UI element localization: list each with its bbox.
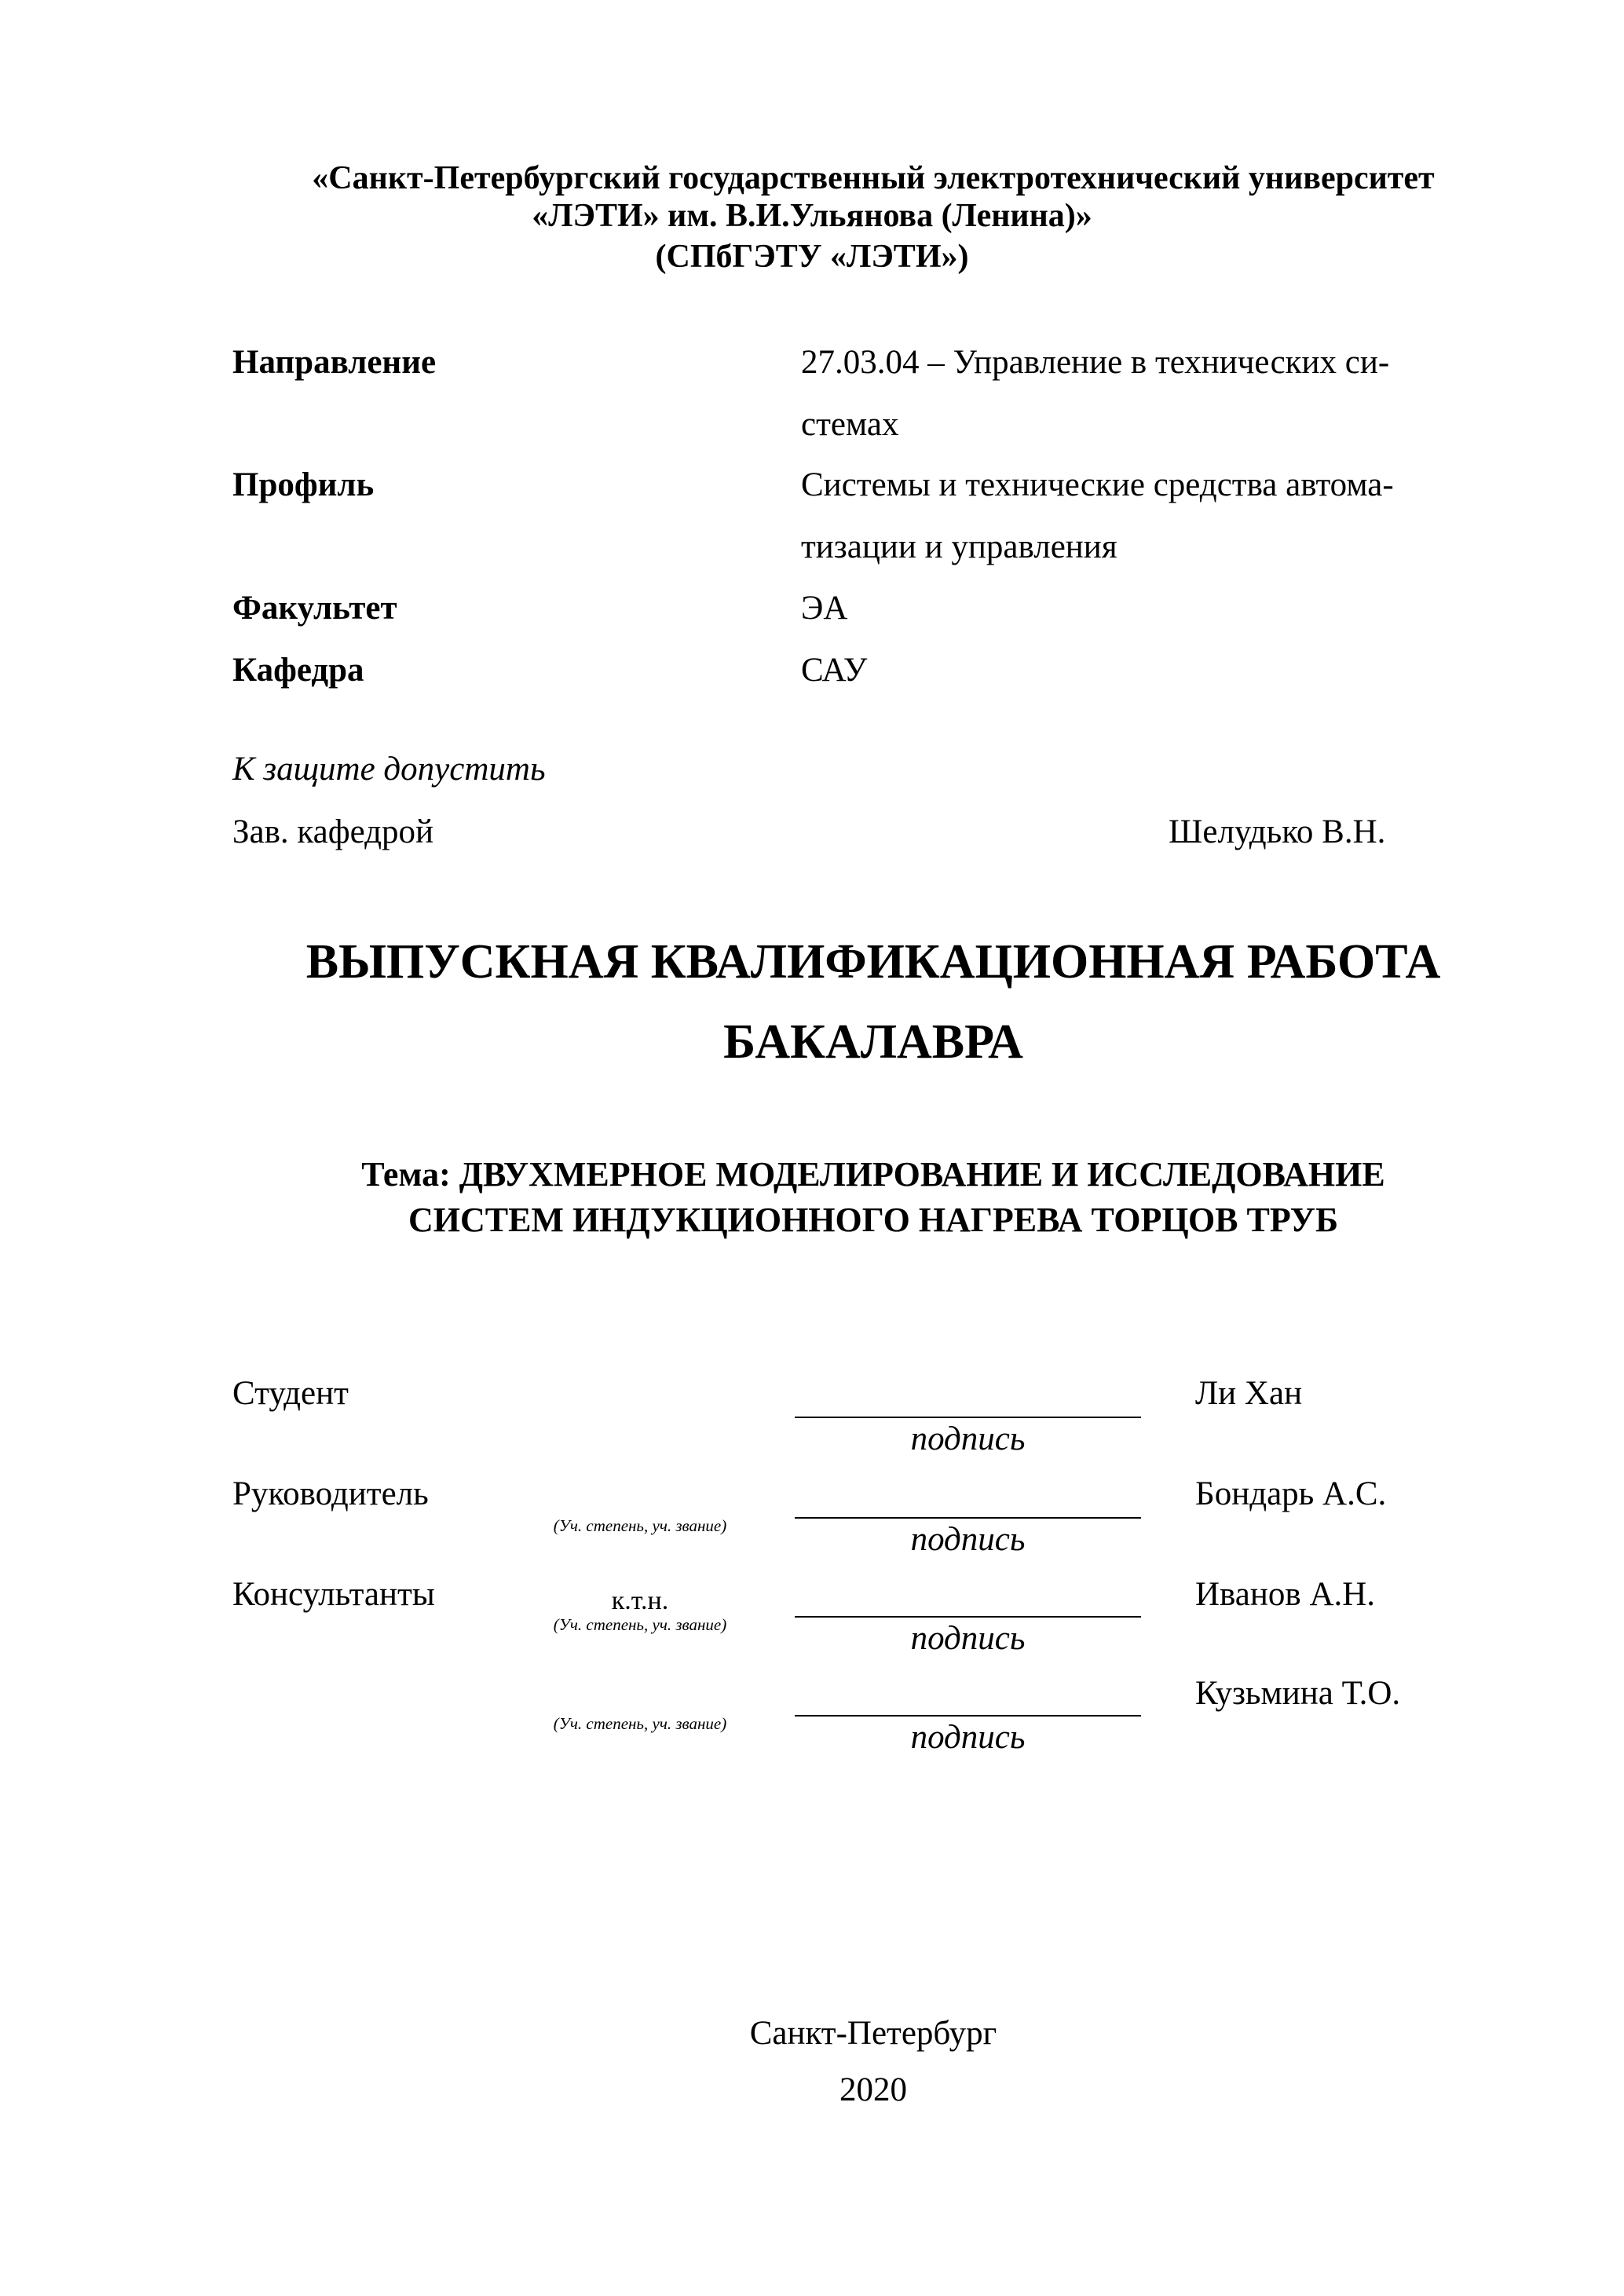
profile-value-line2: тизации и управления	[801, 528, 1117, 565]
supervisor-signature-caption: подпись	[910, 1521, 1026, 1558]
thesis-theme-line1: Тема: ДВУХМЕРНОЕ МОДЕЛИРОВАНИЕ И ИССЛЕДОВАНИЕ	[361, 1155, 1385, 1194]
supervisor-degree-caption: (Уч. степень, уч. звание)	[553, 1516, 727, 1535]
consultant1-signature-caption: подпись	[910, 1620, 1026, 1657]
student-signature-line	[795, 1417, 1141, 1418]
consultant2-name: Кузьмина Т.О.	[1195, 1675, 1401, 1712]
consultant2-signature-caption: подпись	[910, 1719, 1026, 1756]
head-of-department-label: Зав. кафедрой	[232, 813, 434, 850]
supervisor-label: Руководитель	[232, 1475, 429, 1512]
department-value: САУ	[801, 652, 868, 689]
consultants-label: Консультанты	[232, 1576, 435, 1613]
direction-value-line2: стемах	[801, 406, 899, 443]
faculty-label: Факультет	[232, 590, 397, 627]
head-of-department-name: Шелудько В.Н.	[1169, 813, 1386, 850]
university-name-line1: «Санкт-Петербургский государственный электротехнический университет	[312, 160, 1435, 196]
consultant2-signature-line	[795, 1715, 1141, 1717]
consultant1-degree: к.т.н.	[611, 1586, 669, 1615]
consultant1-signature-line	[795, 1616, 1141, 1618]
student-name: Ли Хан	[1195, 1375, 1303, 1412]
year: 2020	[839, 2071, 907, 2108]
supervisor-signature-line	[795, 1517, 1141, 1519]
consultant1-name: Иванов А.Н.	[1195, 1576, 1376, 1613]
direction-value-line1: 27.03.04 – Управление в технических си-	[801, 344, 1390, 381]
consultant1-degree-caption: (Уч. степень, уч. звание)	[553, 1615, 727, 1634]
supervisor-name: Бондарь А.С.	[1195, 1475, 1387, 1512]
faculty-value: ЭА	[801, 590, 848, 627]
consultant2-degree-caption: (Уч. степень, уч. звание)	[553, 1714, 727, 1733]
student-label: Студент	[232, 1375, 349, 1412]
department-label: Кафедра	[232, 652, 364, 689]
student-signature-caption: подпись	[910, 1420, 1026, 1457]
admission-note: К защите допустить	[232, 751, 546, 788]
city: Санкт-Петербург	[749, 2015, 997, 2052]
university-name-line2: «ЛЭТИ» им. В.И.Ульянова (Ленина)»	[532, 198, 1092, 234]
university-abbreviation: (СПбГЭТУ «ЛЭТИ»)	[655, 239, 969, 275]
profile-label: Профиль	[232, 466, 375, 503]
direction-label: Направление	[232, 344, 437, 381]
profile-value-line1: Системы и технические средства автома-	[801, 466, 1394, 503]
thesis-theme-line2: СИСТЕМ ИНДУКЦИОННОГО НАГРЕВА ТОРЦОВ ТРУБ	[408, 1201, 1339, 1239]
thesis-title-line2: БАКАЛАВРА	[723, 1015, 1023, 1069]
thesis-title-line1: ВЫПУСКНАЯ КВАЛИФИКАЦИОННАЯ РАБОТА	[305, 935, 1441, 989]
